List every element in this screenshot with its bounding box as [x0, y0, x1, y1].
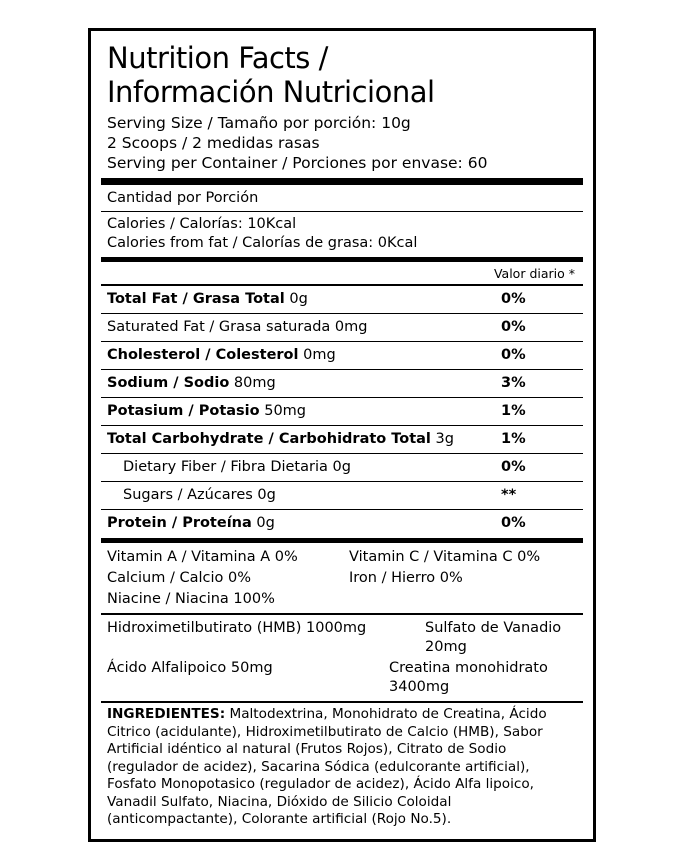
nutrient-amount: 3g [435, 431, 454, 447]
extra-ingredient-row [107, 658, 583, 698]
nutrient-name: Protein / Proteína [107, 515, 252, 531]
extra-right: Creatina monohidrato 3400mg [389, 660, 548, 695]
nutrient-amount: 0g [332, 459, 351, 475]
serving-scoops: 2 Scoops / 2 medidas rasas [107, 134, 320, 152]
nutrient-row [107, 401, 583, 422]
nutrient-amount: 0g [256, 515, 275, 531]
extra-left: Ácido Alfalipoico 50mg [107, 660, 273, 676]
nutrient-amount: 0mg [303, 347, 336, 363]
nutrient-row [107, 317, 583, 338]
divider-above-ingredients [101, 701, 583, 703]
vitamin-row [107, 589, 583, 610]
nutrient-name: Cholesterol / Colesterol [107, 347, 299, 363]
divider [101, 397, 583, 398]
vitamin-right: Vitamin C / Vitamina C 0% [349, 549, 541, 565]
extra-right: Sulfato de Vanadio 20mg [425, 620, 562, 655]
nutrient-row [107, 429, 583, 450]
divider-thick-mid [101, 257, 583, 262]
nutrient-amount: 50mg [264, 403, 306, 419]
calories-line: Calories / Calorías: 10Kcal [107, 216, 297, 232]
vitamin-right: Iron / Hierro 0% [349, 570, 463, 586]
divider [101, 369, 583, 370]
divider [101, 313, 583, 314]
nutrient-row [107, 289, 583, 310]
nutrient-name: Potasium / Potasio [107, 403, 260, 419]
servings-per-container: Serving per Container / Porciones por envase: 60 [107, 154, 488, 172]
extra-left: Hidroximetilbutirato (HMB) 1000mg [107, 620, 367, 636]
nutrient-dv: 0% [501, 291, 526, 307]
ingredients-label: INGREDIENTES: [107, 706, 226, 722]
divider [101, 425, 583, 426]
nutrient-name: Dietary Fiber / Fibra Dietaria [123, 459, 328, 475]
nutrient-dv: 0% [501, 347, 526, 363]
nutrient-name: Saturated Fat / Grasa saturada [107, 319, 331, 335]
nutrient-dv: ** [501, 487, 517, 503]
vitamin-row [107, 568, 583, 589]
divider [101, 481, 583, 482]
divider [101, 509, 583, 510]
nutrient-dv: 0% [501, 319, 526, 335]
title-line-1: Nutrition Facts / [107, 41, 328, 75]
divider-above-extras [101, 613, 583, 615]
nutrient-name: Total Carbohydrate / Carbohidrato Total [107, 431, 431, 447]
vitamin-row [107, 547, 583, 568]
calories-from-fat-line: Calories from fat / Calorías de grasa: 0Kcal [107, 235, 418, 251]
vitamin-left: Niacine / Niacina 100% [107, 591, 275, 607]
ingredients-text: Maltodextrina, Monohidrato de Creatina, Ácido Citrico (acidulante), Hidroximetilbutirato de Calcio (HMB), Sabor Artificial idéntico al natural (Frutos Rojos), Citrato de Sodio (regulador de acidez), Sacarina Sódica (edulcorante artificial), Fosfato Monopotasico (regulador de acidez), Ácido Alfa lipoico, Vanadil Sulfato, Niacina, Dióxido de Silicio Coloidal (anticompactante), Colorante artificial (Rojo No.5). [107, 706, 547, 827]
daily-value-header: Valor diario * [493, 266, 575, 281]
nutrient-dv: 1% [501, 403, 526, 419]
divider-above-nutrients [101, 284, 583, 286]
nutrient-row [107, 513, 583, 534]
ingredients-paragraph [107, 706, 577, 829]
nutrient-dv: 0% [501, 515, 526, 531]
title-line-2: Información Nutricional [107, 75, 435, 109]
nutrient-name: Sodium / Sodio [107, 375, 230, 391]
serving-size: Serving Size / Tamaño por porción: 10g [107, 114, 411, 132]
nutrient-name: Sugars / Azúcares [123, 487, 253, 503]
nutrient-amount: 0mg [334, 319, 368, 335]
nutrient-amount: 0g [289, 291, 308, 307]
nutrient-row [107, 345, 583, 366]
nutrient-amount: 80mg [233, 375, 276, 391]
vitamin-left: Calcium / Calcio 0% [107, 570, 251, 586]
divider [101, 453, 583, 454]
amount-per-serving-label: Cantidad por Porción [107, 190, 259, 206]
divider [101, 341, 583, 342]
page-title [107, 41, 583, 109]
nutrient-row [107, 373, 583, 394]
nutrient-row [107, 457, 583, 478]
vitamin-left: Vitamin A / Vitamina A 0% [107, 549, 298, 565]
vitamin-right [349, 590, 583, 609]
nutrient-name: Total Fat / Grasa Total [107, 291, 285, 307]
nutrient-dv: 1% [501, 431, 526, 447]
nutrition-facts-panel [88, 28, 596, 842]
divider-thick-top [101, 178, 583, 185]
divider-above-vitamins [101, 538, 583, 543]
nutrient-row [107, 485, 583, 506]
nutrient-dv: 0% [501, 459, 526, 475]
serving-info [107, 113, 583, 173]
extra-ingredient-row [107, 618, 583, 658]
nutrient-amount: 0g [257, 487, 276, 503]
divider-after-amount [101, 211, 583, 212]
nutrient-dv: 3% [501, 375, 526, 391]
